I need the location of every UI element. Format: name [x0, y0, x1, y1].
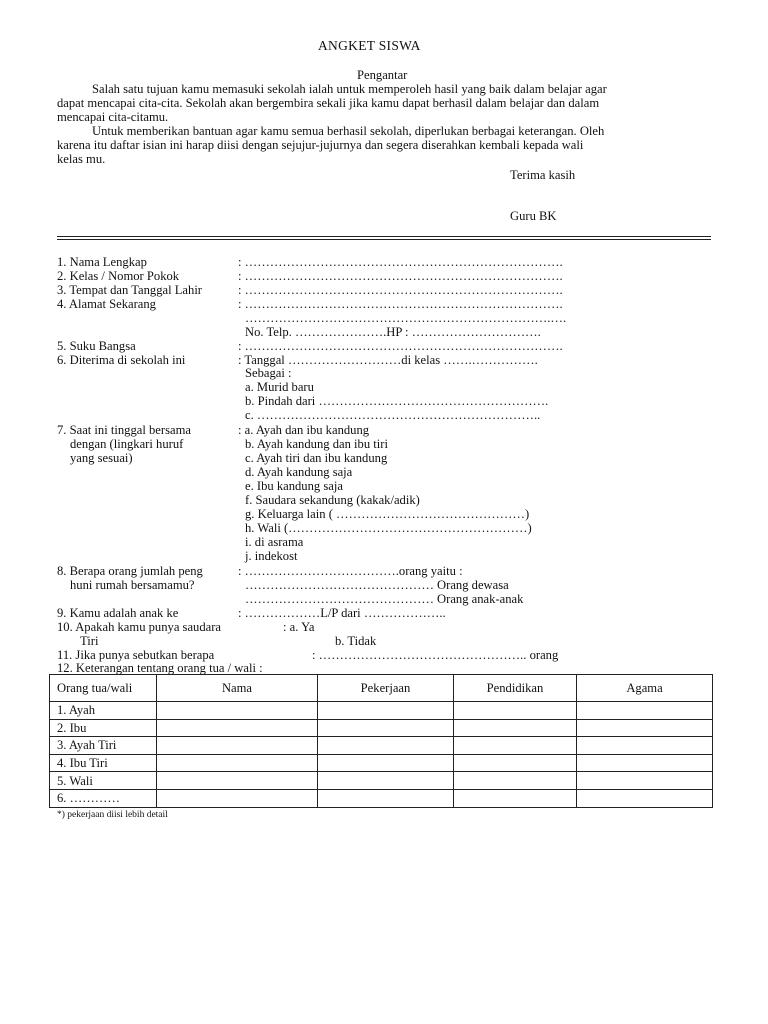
education-cell[interactable]: [454, 737, 577, 755]
q7-label: yang sesuai): [70, 451, 133, 465]
q7-label: dengan (lingkari huruf: [70, 437, 184, 451]
q11-field[interactable]: : ………………………………………….. orang: [312, 648, 559, 662]
job-cell[interactable]: [318, 702, 454, 720]
table-row: [50, 754, 713, 772]
q6-option[interactable]: a. Murid baru: [245, 380, 314, 394]
row-label: 1. Ayah: [50, 702, 157, 720]
row-label: 6. …………: [50, 789, 157, 807]
education-cell[interactable]: [454, 789, 577, 807]
q4-field-continued[interactable]: ……………………………………………………………….….: [245, 311, 567, 325]
q7-option[interactable]: : a. Ayah dan ibu kandung: [238, 423, 370, 437]
intro-line: Salah satu tujuan kamu memasuki sekolah ialah untuk memperoleh hasil yang baik dalam belajar agar: [92, 82, 607, 96]
q7-option[interactable]: e. Ibu kandung saja: [245, 479, 343, 493]
q3-label: 3. Tempat dan Tanggal Lahir: [57, 283, 203, 297]
q3-field[interactable]: : ………………………………………………………………….: [238, 283, 563, 297]
religion-cell[interactable]: [577, 719, 713, 737]
name-cell[interactable]: [157, 754, 318, 772]
name-cell[interactable]: [157, 772, 318, 790]
page-title: ANGKET SISWA: [318, 38, 421, 53]
q10-label: Tiri: [80, 634, 99, 648]
q8-label: huni rumah bersamamu?: [70, 578, 195, 592]
q7-label: 7. Saat ini tinggal bersama: [57, 423, 191, 437]
table-header-row: [50, 675, 713, 702]
q6-field[interactable]: : Tanggal ………………………di kelas …….…………….: [238, 353, 538, 367]
q8-adults-field[interactable]: ……………………………………… Orang dewasa: [245, 578, 509, 592]
name-cell[interactable]: [157, 719, 318, 737]
name-cell[interactable]: [157, 789, 318, 807]
job-cell[interactable]: [318, 719, 454, 737]
row-label: 2. Ibu: [50, 719, 157, 737]
job-cell[interactable]: [318, 772, 454, 790]
q6-option[interactable]: b. Pindah dari ……………………………………………….: [245, 394, 549, 408]
column-header: Pekerjaan: [318, 675, 454, 702]
q10-option-no[interactable]: b. Tidak: [335, 634, 377, 648]
divider-line: [57, 236, 711, 237]
intro-line: kelas mu.: [57, 152, 106, 166]
religion-cell[interactable]: [577, 772, 713, 790]
q11-label: 11. Jika punya sebutkan berapa: [57, 648, 215, 662]
table-row: [50, 772, 713, 790]
column-header: Nama: [157, 675, 318, 702]
q7-option[interactable]: b. Ayah kandung dan ibu tiri: [245, 437, 388, 451]
column-header: Orang tua/wali: [50, 675, 157, 702]
q7-option[interactable]: d. Ayah kandung saja: [245, 465, 353, 479]
q9-label: 9. Kamu adalah anak ke: [57, 606, 179, 620]
job-cell[interactable]: [318, 737, 454, 755]
job-cell[interactable]: [318, 789, 454, 807]
name-cell[interactable]: [157, 702, 318, 720]
q7-option[interactable]: f. Saudara sekandung (kakak/adik): [245, 493, 420, 507]
q1-field[interactable]: : ………………………………………………………………….: [238, 255, 563, 269]
parent-table: [49, 674, 713, 808]
row-label: 4. Ibu Tiri: [50, 754, 157, 772]
intro-line: karena itu daftar isian ini harap diisi dengan sejujur-jujurnya dan segera diserahkan kembali kepada wali: [57, 138, 584, 152]
signature-text: Guru BK: [510, 209, 557, 223]
q10-label: 10. Apakah kamu punya saudara: [57, 620, 222, 634]
q1-label: 1. Nama Lengkap: [57, 255, 147, 269]
q8-children-field[interactable]: ……………………………………… Orang anak-anak: [245, 592, 524, 606]
intro-line: mencapai cita-citamu.: [57, 110, 169, 124]
q4-label: 4. Alamat Sekarang: [57, 297, 156, 311]
table-row: [50, 737, 713, 755]
column-header: Agama: [577, 675, 713, 702]
table-footnote: *) pekerjaan diisi lebih detail: [57, 810, 168, 820]
intro-line: Untuk memberikan bantuan agar kamu semua berhasil sekolah, diperlukan berbagai keterangan. Oleh: [92, 124, 605, 138]
q4-phone-field[interactable]: No. Telp. ………………….HP : ………………………….: [245, 325, 541, 339]
divider-line: [57, 239, 711, 240]
education-cell[interactable]: [454, 772, 577, 790]
intro-line: dapat mencapai cita-cita. Sekolah akan bergembira sekali jika kamu dapat berhasil dalam belajar dan dalam: [57, 96, 600, 110]
q7-option[interactable]: h. Wali (…………………………………………………): [245, 521, 532, 535]
q7-option[interactable]: i. di asrama: [245, 535, 304, 549]
religion-cell[interactable]: [577, 789, 713, 807]
q7-option[interactable]: c. Ayah tiri dan ibu kandung: [245, 451, 388, 465]
section-subtitle: Pengantar: [357, 68, 408, 82]
row-label: 3. Ayah Tiri: [50, 737, 157, 755]
row-label: 5. Wali: [50, 772, 157, 790]
job-cell[interactable]: [318, 754, 454, 772]
education-cell[interactable]: [454, 719, 577, 737]
q2-label: 2. Kelas / Nomor Pokok: [57, 269, 180, 283]
q7-option[interactable]: g. Keluarga lain ( ………………………………………): [245, 507, 530, 521]
education-cell[interactable]: [454, 754, 577, 772]
table-row: [50, 719, 713, 737]
q9-field[interactable]: : ………………L/P dari ………………..: [238, 606, 446, 620]
name-cell[interactable]: [157, 737, 318, 755]
q6-sebagai-label: Sebagai :: [245, 366, 292, 380]
religion-cell[interactable]: [577, 737, 713, 755]
q4-field[interactable]: : ………………………………………………………………….: [238, 297, 563, 311]
q12-label: 12. Keterangan tentang orang tua / wali :: [57, 661, 263, 675]
thanks-text: Terima kasih: [510, 168, 576, 182]
religion-cell[interactable]: [577, 754, 713, 772]
table-row: [50, 789, 713, 807]
column-header: Pendidikan: [454, 675, 577, 702]
q8-label: 8. Berapa orang jumlah peng: [57, 564, 203, 578]
education-cell[interactable]: [454, 702, 577, 720]
q8-field[interactable]: : ……………………………….orang yaitu :: [238, 564, 463, 578]
q6-option[interactable]: c. …………………………………………………………..: [245, 408, 541, 422]
q10-option-yes[interactable]: : a. Ya: [283, 620, 315, 634]
q2-field[interactable]: : ………………………………………………………………….: [238, 269, 563, 283]
q6-label: 6. Diterima di sekolah ini: [57, 353, 186, 367]
religion-cell[interactable]: [577, 702, 713, 720]
q5-field[interactable]: : ………………………………………………………………….: [238, 339, 563, 353]
table-row: [50, 702, 713, 720]
q5-label: 5. Suku Bangsa: [57, 339, 136, 353]
q7-option[interactable]: j. indekost: [245, 549, 298, 563]
